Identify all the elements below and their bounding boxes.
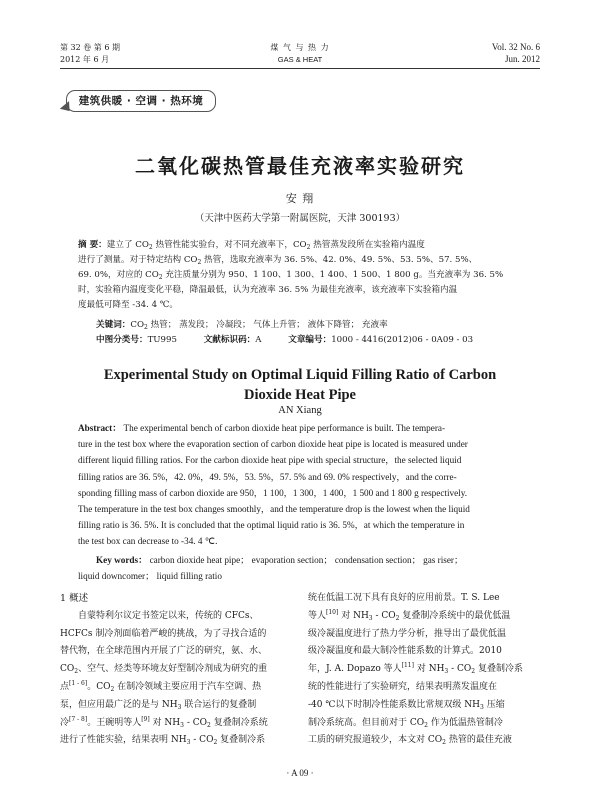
body-text: 复叠制冷系统中的最优低温: [399, 610, 511, 621]
header-volume: 第 32 卷 第 6 期: [60, 43, 120, 52]
subscript: 2: [148, 244, 153, 251]
body-text: 点: [60, 681, 70, 692]
section-tag: [60, 86, 222, 116]
body-text: - CO: [190, 735, 214, 746]
keywords-cn-text: 热管； 蒸发段； 冷凝段； 气体上升管； 液体下降管； 充液率: [147, 320, 388, 330]
article-no-label: 文章编号：: [288, 335, 332, 345]
body-text: 工质的研究报道较少，本文对 CO: [308, 735, 443, 746]
body-text: - CO: [448, 664, 472, 675]
body-text: 复叠制冷系统: [210, 717, 268, 728]
abstract-cn-text: 建立了 CO: [106, 240, 149, 250]
article-no-value: 1000 - 4416(2012)06 - 0A09 - 03: [331, 335, 474, 345]
body-text: 压缩: [483, 699, 505, 710]
doc-code-label: 文献标识码：: [203, 335, 256, 345]
doc-code-value: A: [255, 335, 262, 345]
citation-ref: [10]: [326, 608, 339, 616]
header-date-cn: 2012 年 6 月: [60, 55, 110, 64]
body-text: CO: [60, 664, 75, 675]
abstract-cn-text: 热管，选取充液率为 36. 5%、42. 0%、49. 5%、53. 5%、57. 5%、: [201, 255, 478, 265]
abstract-cn-text: 时，实验箱内温度变化平稳，降温最低，认为充液率 36. 5% 为最佳充液率，该充液率下实验箱内温: [78, 285, 458, 295]
body-text: 热管的最佳充液: [445, 735, 512, 746]
body-text: 对 NH: [338, 610, 369, 621]
page-title-en-line2: Dioxide Heat Pipe: [244, 387, 356, 403]
clc-value: TU995: [147, 335, 177, 345]
abstract-en-label: Abstract：: [78, 423, 122, 433]
subscript: 2: [424, 721, 428, 729]
body-text: 自蒙特利尔议定书签定以来，传统的 CFCs、: [78, 610, 259, 621]
keywords-en: [78, 552, 536, 584]
author-en: AN Xiang: [278, 405, 322, 416]
section-heading: 1 概述: [60, 593, 89, 604]
keywords-cn: [96, 318, 536, 333]
abstract-cn-text: 度最低可降至 -34. 4 ℃。: [78, 300, 179, 310]
abstract-en-text: the test box can decrease to -34. 4 ℃.: [78, 536, 218, 547]
keywords-en-label: Key words：: [96, 555, 148, 565]
subscript: 2: [74, 668, 79, 676]
body-text: 、空气、烃类等环境友好型制冷剂成为研究的重: [78, 664, 268, 675]
subscript: 3: [177, 703, 182, 711]
body-text: -40 ℃以下时制冷性能系数比常规双级 NH: [308, 699, 481, 710]
body-text: 进行了性能实验，结果表明 NH: [60, 735, 187, 746]
body-text: - CO: [183, 717, 208, 728]
body-text: 等人: [308, 610, 327, 621]
abstract-cn-text: 热管蒸发段所在实验箱内温度: [310, 240, 425, 250]
abstract-cn-text: 热管性能实验台，对不同充液率下，CO: [152, 240, 307, 250]
body-text: 联合运行的复叠制: [181, 699, 257, 710]
body-text: 制冷系统高。但目前对于 CO: [308, 717, 425, 728]
subscript: 2: [471, 668, 476, 676]
abstract-en-text: ture in the test box where the evaporation section of carbon dioxide heat pipe is located is measured under: [78, 439, 468, 450]
abstract-en-text: The experimental bench of carbon dioxide heat pipe performance is built. The tempera-: [123, 423, 446, 433]
subscript: 2: [207, 721, 211, 729]
journal-name-en: GAS & HEAT: [277, 55, 323, 64]
body-text: 统的性能进行了实验研究，结果表明蒸发温度在: [308, 681, 498, 692]
abstract-cn-text: 进行了测量。对于特定结构 CO: [78, 255, 198, 265]
header-rule: [60, 68, 540, 69]
subscript: 2: [110, 685, 115, 693]
body-text: 在制冷领域主要应用于汽车空调、热: [114, 681, 262, 692]
body-text: 替代物，在全球范围内开展了广泛的研究，氨、水、: [60, 646, 268, 657]
body-text: 泵，但应用最广泛的是与 NH: [60, 699, 178, 710]
body-text: - CO: [372, 610, 396, 621]
abstract-en-text: filling ratios are 36. 5%，42. 0%，49. 5%，53. 5%，57. 5% and 69. 0% respectively，and the corre-: [78, 471, 457, 482]
subscript: 2: [306, 244, 311, 251]
subscript: 2: [197, 259, 202, 266]
abstract-en-text: sponding filling mass of carbon dioxide are 950，1 100，1 300，1 400，1 500 and 1 800 g respectively.: [78, 487, 468, 498]
body-text: HCFCs 制冷剂面临着严峻的挑战，为了寻找合适的: [60, 628, 267, 639]
header-date-en: Jun. 2012: [504, 54, 540, 64]
header-volume-en: Vol. 32 No. 6: [491, 42, 540, 52]
abstract-en-text: filling ratio is 36. 5%. It is concluded that the optimal liquid ratio is 36. 5%，at which the temperature in: [78, 520, 465, 531]
subscript: 2: [213, 739, 218, 747]
subscript: 3: [444, 668, 449, 676]
keywords-en-text: carbon dioxide heat pipe； evaporation section； condensation section； gas riser；: [149, 555, 464, 565]
section-tag-label: 建筑供暖 · 空调 · 热环境: [66, 90, 216, 112]
citation-ref: [7 - 8]: [69, 715, 88, 723]
abstract-cn-text: 69. 0%，对应的 CO: [78, 270, 159, 280]
keywords-en-text: liquid downcomer； liquid filling ratio: [78, 571, 222, 582]
subscript: 2: [395, 614, 400, 622]
citation-ref: [9]: [141, 715, 150, 723]
keywords-cn-label: 关键词：: [96, 320, 131, 330]
abstract-cn: [78, 238, 524, 313]
body-text: 作为低温热管制冷: [427, 717, 503, 728]
subscript: 3: [186, 739, 191, 747]
abstract-cn-text: 充注质量分别为 950、1 100、1 300、1 400、1 500、1 800 g。当充液率为 36. 5%: [162, 270, 504, 280]
body-text: 复叠制冷系: [475, 664, 523, 675]
subscript: 3: [180, 721, 184, 729]
author-cn: 安 翔: [285, 192, 315, 205]
citation-ref: [1 - 6]: [69, 679, 88, 687]
page-title-cn: 二氧化碳热管最佳充液率实验研究: [135, 154, 465, 178]
body-text: 对 NH: [413, 664, 445, 675]
subscript: 2: [158, 274, 163, 281]
body-right-column: [308, 590, 540, 750]
body-text: 级冷凝温度和最大制冷性能系数的计算式。2010: [308, 646, 502, 657]
citation-ref: [11]: [401, 662, 414, 670]
body-text: 年，J. A. Dopazo 等人: [308, 664, 402, 675]
page-title-en-line1: Experimental Study on Optimal Liquid Filling Ratio of Carbon: [103, 367, 497, 383]
keywords-cn-text: CO: [130, 320, 145, 330]
body-text: 对 NH: [149, 717, 181, 728]
page-number: · A 09 ·: [286, 768, 314, 778]
abstract-en-text: The temperature in the test box changes smoothly，and the temperature drop is the lowest when the liquid: [78, 504, 470, 515]
abstract-cn-label: 摘 要：: [78, 240, 107, 250]
abstract-en-text: different liquid filling ratios. For the carbon dioxide heat pipe with special structure，the selected liquid: [78, 455, 462, 466]
subscript: 2: [144, 324, 148, 331]
classification-cn: [96, 333, 536, 348]
subscript: 3: [480, 703, 484, 711]
body-left-column: [60, 590, 292, 750]
affiliation-cn: （天津中医药大学第一附属医院，天津 300193）: [194, 213, 406, 224]
abstract-en: [78, 420, 524, 550]
body-text: 级冷凝温度进行了热力学分析，推导出了最优低温: [308, 628, 507, 639]
body-text: 复叠制冷系: [217, 735, 266, 746]
subscript: 2: [442, 739, 446, 747]
body-text: 。CO: [87, 681, 111, 692]
body-text: 统在低温工况下具有良好的应用前景。T. S. Lee: [308, 593, 500, 603]
subscript: 3: [368, 614, 373, 622]
body-text: 冷: [60, 717, 70, 728]
body-text: 。王碗明等人: [87, 717, 142, 728]
clc-label: 中图分类号：: [96, 335, 148, 345]
journal-name-cn: 煤 气 与 热 力: [270, 43, 330, 52]
